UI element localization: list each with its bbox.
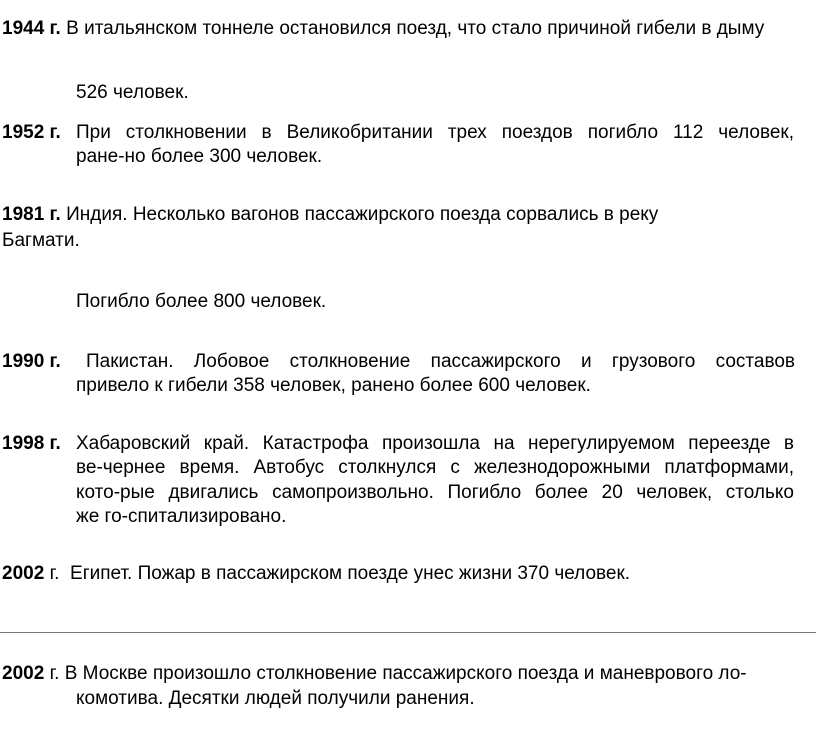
entry-year: 1998 г. bbox=[2, 433, 61, 454]
entry-text: Хабаровский край. Катастрофа произошла на нерегулируемом переезде в bbox=[76, 433, 794, 454]
entry-text: ране-но более 300 человек. bbox=[76, 146, 323, 167]
entry-text: 526 человек. bbox=[76, 82, 189, 103]
entry-year: 1990 г. bbox=[2, 351, 61, 372]
entry-year: 1952 г. bbox=[2, 122, 61, 143]
divider bbox=[0, 632, 816, 633]
entry-text: Индия. Несколько вагонов пассажирского поезда сорвались в реку bbox=[66, 204, 659, 225]
entry-text: В Москве произошло столкновение пассажирского поезда и маневрового ло- bbox=[64, 663, 747, 684]
entry-text: привело к гибели 358 человек, ранено более 600 человек. bbox=[76, 375, 591, 396]
entry-text: Египет. Пожар в пассажирском поезде унес жизни 370 человек. bbox=[70, 563, 631, 584]
entry-1944-line-1 bbox=[2, 17, 764, 41]
entry-2002-egypt-line-1 bbox=[2, 562, 630, 586]
entry-text: При столкновении в Великобритании трех поездов погибло 112 человек, bbox=[76, 122, 794, 143]
entry-year-suffix: г. bbox=[49, 563, 60, 584]
entry-text: комотива. Десятки людей получили ранения. bbox=[76, 688, 475, 709]
entry-text: ве-чернее время. Автобус столкнулся с железнодорожными платформами, bbox=[76, 457, 794, 478]
entry-text: же го-спитализировано. bbox=[76, 506, 287, 527]
entry-year-suffix: г. bbox=[49, 663, 60, 684]
entry-1981-line-1 bbox=[2, 203, 658, 227]
entry-year: 1944 г. bbox=[2, 18, 61, 39]
entry-2002-moscow-line-1 bbox=[2, 662, 747, 686]
entry-year: 2002 bbox=[2, 563, 45, 584]
entry-year: 1981 г. bbox=[2, 204, 61, 225]
entry-text: Багмати. bbox=[2, 230, 80, 251]
entry-text: кото-рые двигались самопроизвольно. Погибло более 20 человек, столько bbox=[76, 482, 794, 503]
entry-text: Пакистан. Лобовое столкновение пассажирского и грузового составов bbox=[86, 351, 795, 372]
entry-text: Погибло более 800 человек. bbox=[76, 291, 327, 312]
entry-year: 2002 bbox=[2, 663, 45, 684]
entry-text: В итальянском тоннеле остановился поезд, что стало причиной гибели в дыму bbox=[66, 18, 765, 39]
